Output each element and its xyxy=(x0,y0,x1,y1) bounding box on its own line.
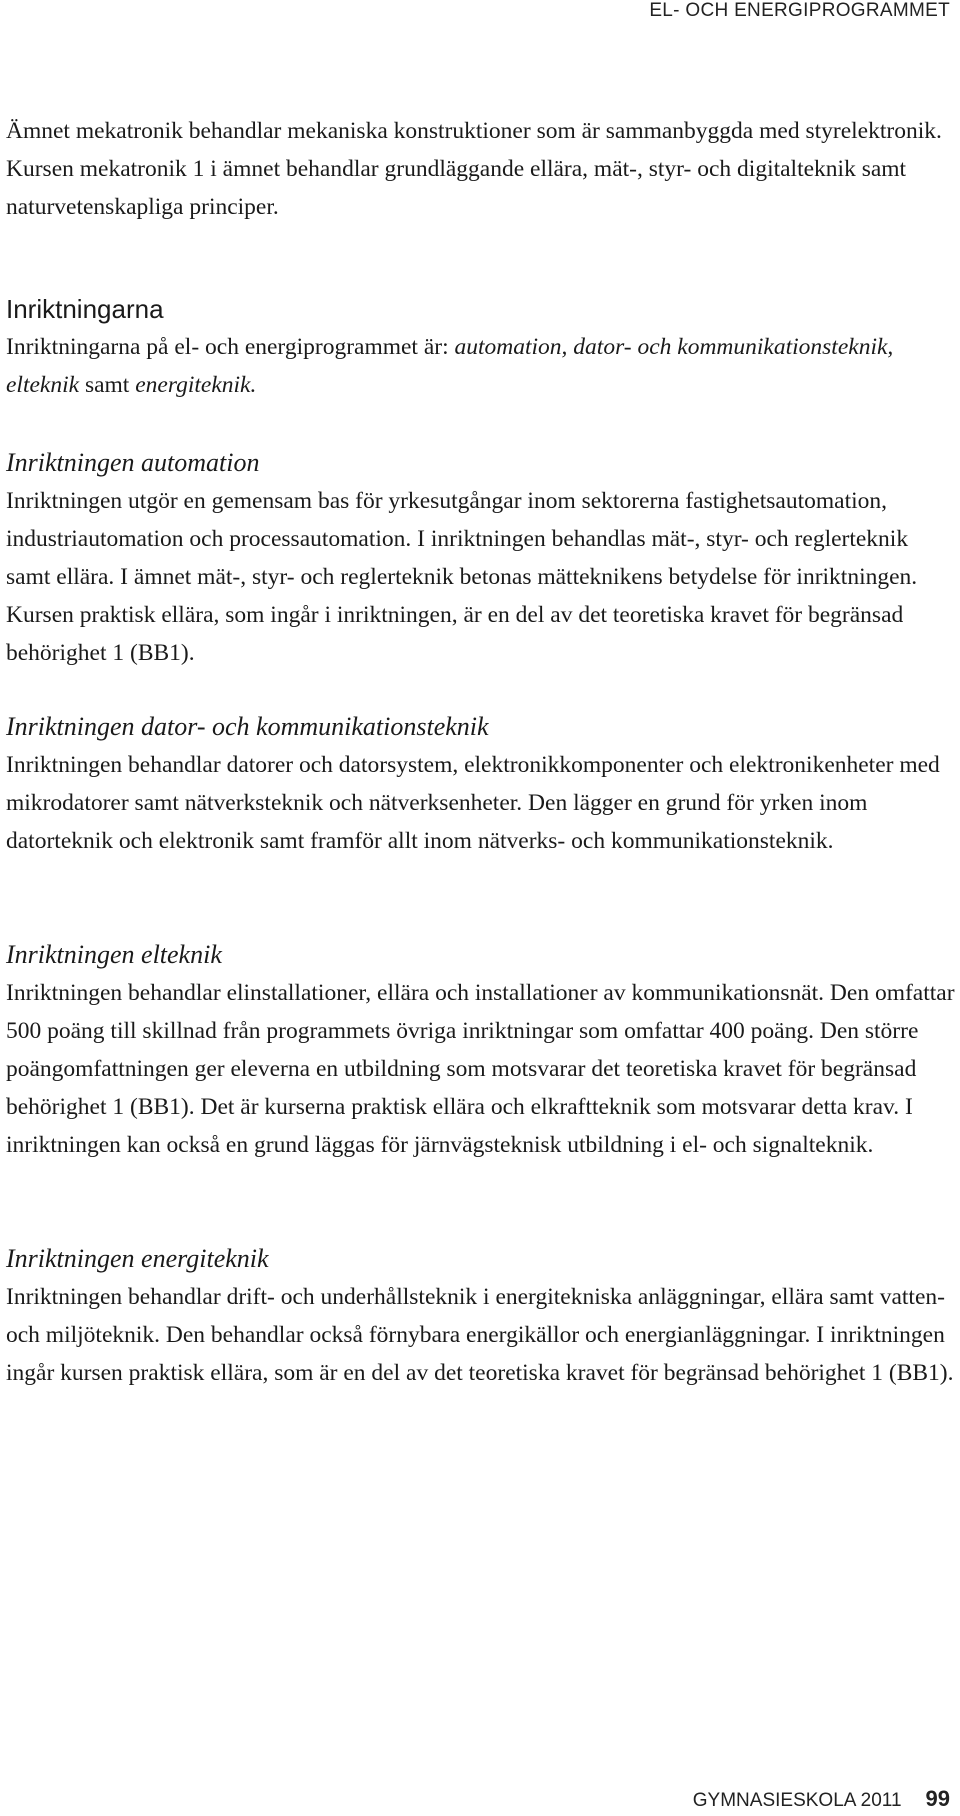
inriktningarna-section xyxy=(6,290,956,404)
inriktningarna-joiner: samt xyxy=(79,372,136,398)
elteknik-paragraph: Inriktningen behandlar elinstallationer, ellära och installationer av kommunikationsnät. Den omfattar 500 poäng till skillnad från programmets övriga inriktningar som omfattar 400 poäng. Den större poängomfattningen ger eleverna en utbildning som motsvarar det teoretiska kravet för begränsad behörighet 1 (BB1). Det är kurserna praktisk ellära och elkraftteknik som motsvarar detta krav. I inriktningen kan också en grund läggas för järnvägsteknisk utbildning i el- och signalteknik. xyxy=(6,980,955,1158)
energi-paragraph: Inriktningen behandlar drift- och underhållsteknik i energitekniska anläggningar, ellära samt vatten- och miljöteknik. Den behandlar också förnybara energikällor och energianläggningar. I inriktningen ingår kursen praktisk ellära, som är en del av det teoretiska kravet för begränsad behörighet 1 (BB1). xyxy=(6,1284,954,1386)
energi-heading: Inriktningen energiteknik xyxy=(6,1244,269,1273)
automation-paragraph: Inriktningen utgör en gemensam bas för yrkesutgångar inom sektorerna fastighetsautomation, industriautomation och processautomation. I inriktningen behandlas mät-, styr- och reglerteknik samt ellära. I ämnet mät-, styr- och reglerteknik betonas mätteknikens betydelse för inriktningen. Kursen praktisk ellära, som ingår i inriktningen, är en del av det teoretiska kravet för begränsad behörighet 1 (BB1). xyxy=(6,488,918,666)
elteknik-section xyxy=(6,936,956,1164)
inriktningarna-lead: Inriktningarna på el- och energiprogrammet är: xyxy=(6,334,455,360)
dator-section xyxy=(6,708,956,860)
page-number: 99 xyxy=(925,1786,950,1811)
dator-heading: Inriktningen dator- och kommunikationsteknik xyxy=(6,712,489,741)
inriktningarna-item1: automation, dator- och kommunikationsteknik, elteknik xyxy=(6,334,894,398)
intro-paragraph: Ämnet mekatronik behandlar mekaniska konstruktioner som är sammanbyggda med styrelektronik. Kursen mekatronik 1 i ämnet behandlar grundläggande ellära, mät-, styr- och digitalteknik samt naturvetenskapliga principer. xyxy=(6,118,942,220)
footer-publication: GYMNASIESKOLA 2011 xyxy=(692,1790,902,1811)
running-header: EL- OCH ENERGIPROGRAMMET xyxy=(649,0,950,21)
energi-section xyxy=(6,1240,956,1392)
automation-heading: Inriktningen automation xyxy=(6,448,260,477)
intro-section xyxy=(6,112,956,226)
dator-paragraph: Inriktningen behandlar datorer och datorsystem, elektronikkomponenter och elektronikenheter med mikrodatorer samt nätverksteknik och nätverksenheter. Den lägger en grund för yrken inom datorteknik och elektronik samt framför allt inom nätverks- och kommunikationsteknik. xyxy=(6,752,940,854)
inriktningarna-heading: Inriktningarna xyxy=(6,294,164,324)
inriktningarna-paragraph xyxy=(6,328,956,404)
page-footer xyxy=(693,1786,950,1812)
elteknik-heading: Inriktningen elteknik xyxy=(6,940,222,969)
automation-section xyxy=(6,444,956,672)
inriktningarna-item2: energiteknik. xyxy=(135,372,257,398)
